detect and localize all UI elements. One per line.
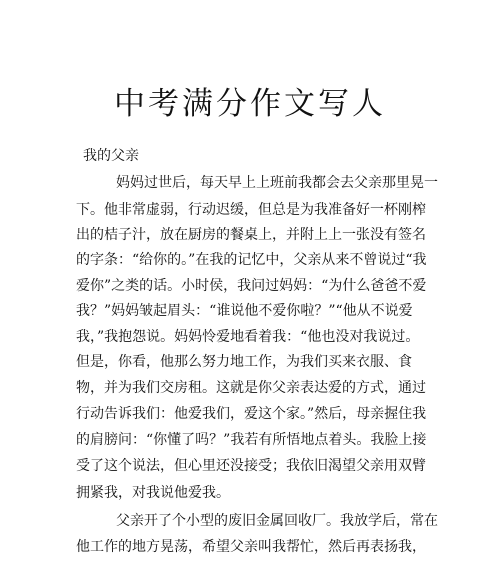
paragraph-line: 但是，你看，他那么努力地工作，为我们买来衣服、食	[76, 354, 412, 370]
paragraph-line: 出的桔子汁，放在厨房的餐桌上，并附上上一张没有签名	[76, 227, 426, 243]
paragraph-line: 妈妈过世后，每天早上上班前我都会去父亲那里晃一	[116, 175, 438, 191]
paragraph-line: 的肩膀问：“你懂了吗？”我若有所悟地点着头。我脸上接	[76, 432, 427, 448]
paragraph-line: 我，”我抱怨说。妈妈怜爱地看着我：“他也没对我说过。	[76, 329, 420, 345]
paragraph-line: 爱你”之类的话。小时侯，我问过妈妈：“为什么爸爸不爱	[76, 278, 427, 294]
paragraph-line: 我？”妈妈皱起眉头：“谁说他不爱你啦？”“他从不说爱	[76, 303, 413, 319]
paragraph-line: 的字条：“给你的。”在我的记忆中，父亲从来不曾说过“我	[76, 252, 427, 268]
essay-subtitle: 我的父亲	[83, 148, 139, 164]
document-title: 中考满分作文写人	[114, 86, 386, 122]
paragraph-line: 物，并为我们交房租。这就是你父亲表达爱的方式，通过	[76, 380, 426, 396]
paragraph-line: 他工作的地方晃荡，希望父亲叫我帮忙，然后再表扬我，	[76, 539, 426, 555]
paragraph-line: 下。他非常虚弱，行动迟缓，但总是为我准备好一杯刚榨	[76, 202, 426, 218]
paragraph-line: 受了这个说法，但心里还没接受；我依旧渴望父亲用双臂	[76, 458, 426, 474]
paragraph-line: 拥紧我，对我说他爱我。	[76, 485, 230, 501]
paragraph-line: 父亲开了个小型的废旧金属回收厂。我放学后，常在	[116, 513, 438, 529]
paragraph-line: 行动告诉我们：他爱我们，爱这个家。”然后，母亲握住我	[76, 406, 427, 422]
